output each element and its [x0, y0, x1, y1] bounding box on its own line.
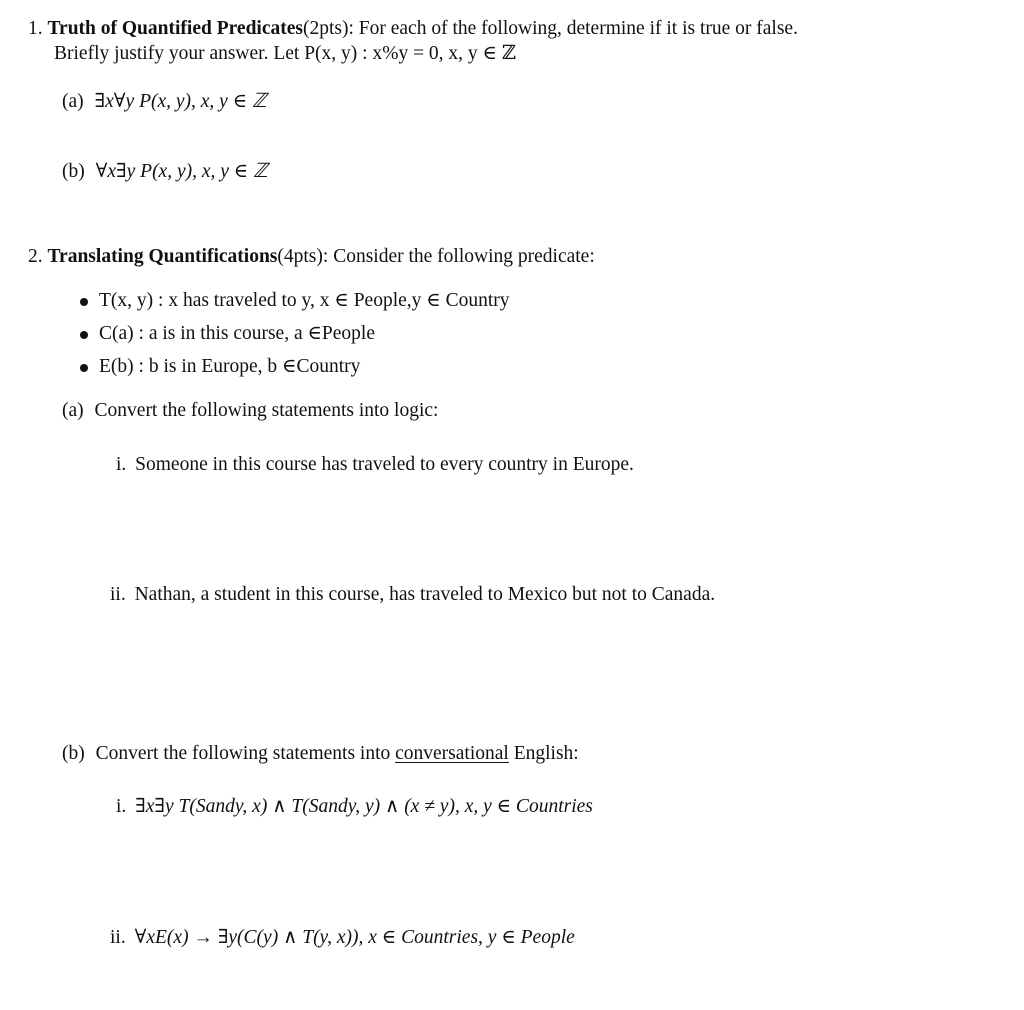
- predicate-t: T(x, y) : x has traveled to y, x ∈ People,y ∈ Country: [99, 290, 510, 311]
- item-label: ii.: [110, 927, 126, 948]
- part-text: Convert the following statements into: [95, 743, 391, 764]
- item-formula: ∃x∃y T(Sandy, x) ∧ T(Sandy, y) ∧ (x ≠ y), x, y ∈ Countries: [135, 796, 593, 817]
- item-text: Someone in this course has traveled to every country in Europe.: [135, 454, 634, 475]
- q2-part-a: [62, 399, 438, 423]
- question-instruction: For each of the following, determine if it is true or false.: [358, 18, 798, 39]
- question-number: 1.: [28, 18, 43, 39]
- predicate-c: C(a) : a is in this course, a ∈People: [99, 323, 375, 344]
- item-label: ii.: [110, 584, 126, 605]
- question-instruction: Consider the following predicate:: [333, 246, 595, 267]
- bullet-icon: [80, 331, 88, 339]
- part-text-end: English:: [513, 743, 579, 764]
- q1-part-a: [62, 90, 267, 114]
- part-formula: ∃x∀y P(x, y), x, y ∈ ℤ: [94, 91, 267, 112]
- part-label: (a): [62, 400, 84, 421]
- part-formula: ∀x∃y P(x, y), x, y ∈ ℤ: [95, 161, 268, 182]
- bullet-icon: [80, 298, 88, 306]
- part-text: Convert the following statements into logic:: [94, 400, 439, 421]
- part-label: (b): [62, 743, 85, 764]
- item-label: i.: [116, 796, 127, 817]
- question-1-instruction-line2: Briefly justify your answer. Let P(x, y) : x%y = 0, x, y ∈ ℤ: [54, 43, 517, 64]
- item-text: Nathan, a student in this course, has traveled to Mexico but not to Canada.: [134, 584, 716, 605]
- q2-part-b: [62, 742, 579, 766]
- question-points: (4pts):: [277, 246, 329, 267]
- q2-a-item-i: [116, 453, 634, 477]
- question-points: (2pts):: [302, 18, 354, 39]
- bullet-icon: [80, 364, 88, 372]
- part-label: (b): [62, 161, 85, 182]
- question-2-header: [28, 245, 595, 269]
- underlined-word: conversational: [395, 743, 509, 764]
- q2-a-item-ii: [110, 583, 715, 607]
- item-label: i.: [116, 454, 127, 475]
- q2-b-item-ii: [110, 926, 575, 950]
- predicate-e: E(b) : b is in Europe, b ∈Country: [99, 356, 361, 377]
- part-label: (a): [62, 91, 84, 112]
- question-title: Translating Quantifications: [47, 246, 278, 267]
- q2-b-item-i: [116, 795, 593, 819]
- question-number: 2.: [28, 246, 43, 267]
- q1-part-b: [62, 160, 268, 184]
- question-1-header: [28, 17, 798, 41]
- question-title: Truth of Quantified Predicates: [47, 18, 303, 39]
- item-formula: ∀xE(x) → ∃y(C(y) ∧ T(y, x)), x ∈ Countries, y ∈ People: [134, 927, 575, 948]
